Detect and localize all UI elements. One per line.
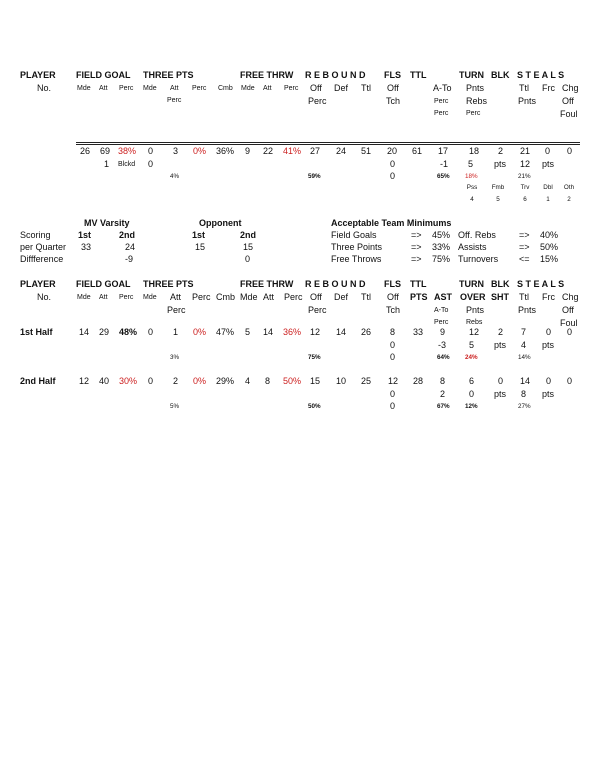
blk-heading: BLK [491, 279, 510, 289]
mv-second-heading: 2nd [119, 230, 136, 240]
half-tp-att: 2 [173, 376, 179, 386]
ft-mde-label: Mde [241, 85, 255, 92]
half-off-perc: 50% [308, 403, 321, 410]
reb-def-label: Def [334, 83, 349, 93]
no-label: No. [37, 292, 52, 302]
reb-def-label: Def [334, 292, 349, 302]
total-ttl-pts: 61 [412, 146, 423, 156]
blocked-label: Blckd [118, 161, 136, 168]
steal-type-value: 2 [567, 196, 571, 203]
chg-off-label: Off [562, 305, 574, 315]
min-val-2: 15% [540, 254, 559, 264]
total-reb-off: 27 [310, 146, 321, 156]
total-fls-3: 0 [390, 171, 396, 181]
turn-heading: TURN [459, 70, 484, 80]
steal-type-value: 4 [470, 196, 474, 203]
total-turn-perc: 18% [465, 173, 478, 180]
ast-a-to-label: A-To [433, 83, 452, 93]
min-label: Free Throws [331, 254, 382, 264]
half-fg-att: 40 [99, 376, 110, 386]
minimums-title: Acceptable Team Minimums [331, 218, 452, 228]
steal-type-value: 1 [546, 196, 550, 203]
pts-label-a: pts [494, 159, 507, 169]
half-ft-perc: 50% [283, 376, 302, 386]
free-throw-heading: FREE THRW [240, 70, 294, 80]
min-op: => [411, 254, 422, 264]
turn-perc-label-2: Perc [466, 110, 481, 117]
total-heading: TTL [410, 279, 427, 289]
field-goal-heading: FIELD GOAL [76, 70, 131, 80]
half-reb-off: 15 [310, 376, 321, 386]
total-fg-perc: 38% [118, 146, 137, 156]
chg-label: Chg [562, 292, 579, 302]
half-chg: 0 [567, 376, 573, 386]
half-fls-3: 0 [390, 352, 396, 362]
free-throw-heading: FREE THRW [240, 279, 294, 289]
total-tp-pct-small: 4% [170, 173, 180, 180]
pts-label-a: pts [494, 389, 507, 399]
min-val: 75% [432, 254, 451, 264]
chg-off-label: Off [562, 96, 574, 106]
half-ft-mde: 5 [245, 327, 251, 337]
half-stl-2: 4 [521, 340, 527, 350]
mv-first-score: 33 [81, 242, 92, 252]
min-val-2: 50% [540, 242, 559, 252]
ft-mde-label: Mde [240, 292, 258, 302]
half-fg-att: 29 [99, 327, 110, 337]
min-label-2: Turnovers [458, 254, 499, 264]
half-fg-mde: 14 [79, 327, 90, 337]
half-tp-att: 1 [173, 327, 179, 337]
stl-ttl-label: Ttl [519, 83, 529, 93]
reb-perc-label: Perc [308, 305, 327, 315]
turn-heading: TURN [459, 279, 484, 289]
scoring-row-label: Scoring [20, 230, 51, 240]
half-blk: 0 [498, 376, 504, 386]
total-fg-mde: 26 [79, 146, 90, 156]
frc-label: Frc [542, 292, 555, 302]
tp-perc-sub-label: Perc [167, 97, 182, 104]
total-turn-2: 5 [468, 159, 474, 169]
half-turn: 6 [469, 376, 475, 386]
total-off-perc: 59% [308, 173, 321, 180]
three-pts-heading: THREE PTS [143, 70, 194, 80]
half-turn-perc: 24% [465, 354, 478, 361]
total-cmb: 36% [216, 146, 235, 156]
ast-perc-label: Perc [434, 319, 449, 326]
half-ft-att: 8 [265, 376, 271, 386]
min-op-2: <= [519, 254, 530, 264]
ast-a-to-label: A-To [434, 307, 449, 314]
half-off-perc: 75% [308, 354, 321, 361]
steals-heading: S T E A L S [517, 70, 565, 80]
half-fls: 8 [390, 327, 396, 337]
ast-perc-label: Perc [434, 98, 449, 105]
ft-perc-label: Perc [284, 292, 303, 302]
steal-type-label: Fmb [491, 184, 505, 191]
half-stl-ttl: 14 [520, 376, 531, 386]
total-row2-b: 0 [148, 159, 154, 169]
half-stl-2: 8 [521, 389, 527, 399]
pts-label-b: pts [542, 159, 555, 169]
turn-pnts-label: Pnts [466, 305, 485, 315]
fg-att-label: Att [99, 85, 108, 92]
total-stl-2: 12 [520, 159, 531, 169]
half-stl-perc: 14% [518, 354, 531, 361]
fg-mde-label: Mde [77, 294, 91, 301]
no-label: No. [37, 83, 52, 93]
over-heading: OVER [460, 292, 486, 302]
ft-att-label: Att [263, 85, 272, 92]
player-heading: PLAYER [20, 70, 56, 80]
mv-diff: -9 [125, 254, 134, 264]
steal-type-label: Oth [563, 184, 575, 191]
half-cmb: 47% [216, 327, 235, 337]
half-blk: 2 [498, 327, 504, 337]
pts-label-b: pts [542, 340, 555, 350]
total-turn: 18 [469, 146, 480, 156]
player-heading: PLAYER [20, 279, 56, 289]
half-fls-3: 0 [390, 401, 396, 411]
half-tp-pct-small: 3% [170, 354, 180, 361]
total-tp-perc: 0% [193, 146, 207, 156]
fouls-heading: FLS [384, 279, 401, 289]
min-val: 45% [432, 230, 451, 240]
fls-off-label: Off [387, 292, 399, 302]
half-chg: 0 [567, 327, 573, 337]
turn-pnts-label: Pnts [466, 83, 485, 93]
half-frc: 0 [546, 376, 552, 386]
rebound-heading: R E B O U N D [305, 70, 366, 80]
tp-perc-label: Perc [192, 292, 211, 302]
min-label-2: Assists [458, 242, 487, 252]
total-stl-perc: 21% [518, 173, 531, 180]
half-tp-perc: 0% [193, 376, 207, 386]
total-tp-att: 3 [173, 146, 179, 156]
total-fg-att: 69 [99, 146, 110, 156]
half-ttl-pts: 33 [413, 327, 424, 337]
half-ast-2: 2 [440, 389, 446, 399]
half-fg-mde: 12 [79, 376, 90, 386]
turn-rebs-label: Rebs [466, 96, 488, 106]
half-reb-ttl: 25 [361, 376, 372, 386]
chg-label: Chg [562, 83, 579, 93]
half-turn-perc: 12% [465, 403, 478, 410]
stl-pnts-label: Pnts [518, 96, 537, 106]
min-val-2: 40% [540, 230, 559, 240]
steals-heading: S T E A L S [517, 279, 565, 289]
half-ast-perc: 67% [437, 403, 450, 410]
three-pts-heading: THREE PTS [143, 279, 194, 289]
fls-tch-label: Tch [386, 305, 401, 315]
pts-label-a: pts [494, 340, 507, 350]
turn-rebs-label: Rebs [466, 319, 483, 326]
half-reb-def: 10 [336, 376, 347, 386]
steal-type-label: Dbl [543, 184, 553, 191]
ft-perc-label: Perc [284, 85, 299, 92]
total-reb-def: 24 [336, 146, 347, 156]
pts-label-b: pts [542, 389, 555, 399]
opp-first-heading: 1st [192, 230, 206, 240]
half-fls-2: 0 [390, 389, 396, 399]
half-fls: 12 [388, 376, 399, 386]
min-label: Three Points [331, 242, 383, 252]
total-stl-ttl: 21 [520, 146, 531, 156]
half-stl-perc: 27% [518, 403, 531, 410]
half-ft-mde: 4 [245, 376, 251, 386]
total-row2-a: 1 [104, 159, 110, 169]
rebound-heading: R E B O U N D [305, 279, 366, 289]
tp-att-label: Att [170, 292, 182, 302]
opp-second-heading: 2nd [240, 230, 257, 240]
reb-perc-label: Perc [308, 96, 327, 106]
mv-first-heading: 1st [78, 230, 92, 240]
fg-perc-label: Perc [119, 85, 134, 92]
min-op-2: => [519, 230, 530, 240]
fouls-heading: FLS [384, 70, 401, 80]
opp-diff: 0 [245, 254, 251, 264]
half-fls-2: 0 [390, 340, 396, 350]
half-fg-perc: 48% [119, 327, 138, 337]
half-ast-2: -3 [438, 340, 447, 350]
total-blk: 2 [498, 146, 504, 156]
opp-second-score: 15 [243, 242, 254, 252]
total-chg: 0 [567, 146, 573, 156]
foul-label: Foul [560, 109, 578, 119]
tp-mde-label: Mde [143, 85, 157, 92]
half-tp-pct-small: 5% [170, 403, 180, 410]
half-label: 1st Half [20, 327, 53, 337]
total-ast-perc: 65% [437, 173, 450, 180]
divider-top-2 [76, 144, 580, 145]
mv-second-score: 24 [125, 242, 136, 252]
reb-ttl-label: Ttl [361, 292, 371, 302]
half-ast-perc: 64% [437, 354, 450, 361]
steal-type-value: 5 [496, 196, 500, 203]
steal-type-label: Trv [520, 184, 530, 191]
total-tp-mde: 0 [148, 146, 154, 156]
total-ft-perc: 41% [283, 146, 302, 156]
half-turn-2: 5 [469, 340, 475, 350]
min-val: 33% [432, 242, 451, 252]
half-tp-mde: 0 [148, 327, 154, 337]
ast-perc-label-2: Perc [434, 110, 449, 117]
fg-att-label: Att [99, 294, 108, 301]
min-op-2: => [519, 242, 530, 252]
stl-ttl-label: Ttl [519, 292, 529, 302]
total-heading: TTL [410, 70, 427, 80]
sht-heading: SHT [491, 292, 509, 302]
fg-perc-label: Perc [119, 294, 134, 301]
steal-type-value: 6 [523, 196, 527, 203]
ast-heading: AST [434, 292, 452, 302]
tp-perc-sub-label: Perc [167, 305, 186, 315]
total-fls-2: 0 [390, 159, 396, 169]
half-frc: 0 [546, 327, 552, 337]
total-fls: 20 [387, 146, 398, 156]
cmb-label: Cmb [216, 292, 236, 302]
tp-att-label: Att [170, 85, 179, 92]
half-fg-perc: 30% [119, 376, 138, 386]
fls-tch-label: Tch [386, 96, 401, 106]
min-op: => [411, 242, 422, 252]
stl-pnts-label: Pnts [518, 305, 537, 315]
reb-off-label: Off [310, 292, 322, 302]
total-ast: 17 [438, 146, 449, 156]
half-cmb: 29% [216, 376, 235, 386]
total-frc: 0 [545, 146, 551, 156]
half-turn-2: 0 [469, 389, 475, 399]
total-ast-2: -1 [440, 159, 449, 169]
half-reb-ttl: 26 [361, 327, 372, 337]
half-tp-perc: 0% [193, 327, 207, 337]
half-label: 2nd Half [20, 376, 56, 386]
opp-first-score: 15 [195, 242, 206, 252]
field-goal-heading: FIELD GOAL [76, 279, 131, 289]
half-reb-def: 14 [336, 327, 347, 337]
reb-ttl-label: Ttl [361, 83, 371, 93]
cmb-label: Cmb [218, 85, 233, 92]
total-reb-ttl: 51 [361, 146, 372, 156]
half-reb-off: 12 [310, 327, 321, 337]
mv-varsity-heading: MV Varsity [84, 218, 130, 228]
total-ft-att: 22 [263, 146, 274, 156]
half-ft-perc: 36% [283, 327, 302, 337]
ft-att-label: Att [263, 292, 275, 302]
half-ast: 8 [440, 376, 446, 386]
divider-top [76, 142, 580, 143]
tp-mde-label: Mde [143, 294, 157, 301]
tp-perc-label: Perc [192, 85, 207, 92]
steal-type-label: Pss [466, 184, 478, 191]
scoring-row-label: Diffference [20, 254, 64, 264]
opponent-heading: Opponent [199, 218, 242, 228]
half-tp-mde: 0 [148, 376, 154, 386]
blk-heading: BLK [491, 70, 510, 80]
foul-label: Foul [560, 318, 578, 328]
half-ttl-pts: 28 [413, 376, 424, 386]
min-label: Field Goals [331, 230, 377, 240]
total-ft-mde: 9 [245, 146, 251, 156]
half-ast: 9 [440, 327, 446, 337]
reb-off-label: Off [310, 83, 322, 93]
half-stl-ttl: 7 [521, 327, 527, 337]
scoring-row-label: per Quarter [20, 242, 67, 252]
frc-label: Frc [542, 83, 555, 93]
min-label-2: Off. Rebs [458, 230, 496, 240]
fg-mde-label: Mde [77, 85, 91, 92]
min-op: => [411, 230, 422, 240]
pts-heading: PTS [410, 292, 428, 302]
fls-off-label: Off [387, 83, 399, 93]
half-ft-att: 14 [263, 327, 274, 337]
half-turn: 12 [469, 327, 480, 337]
